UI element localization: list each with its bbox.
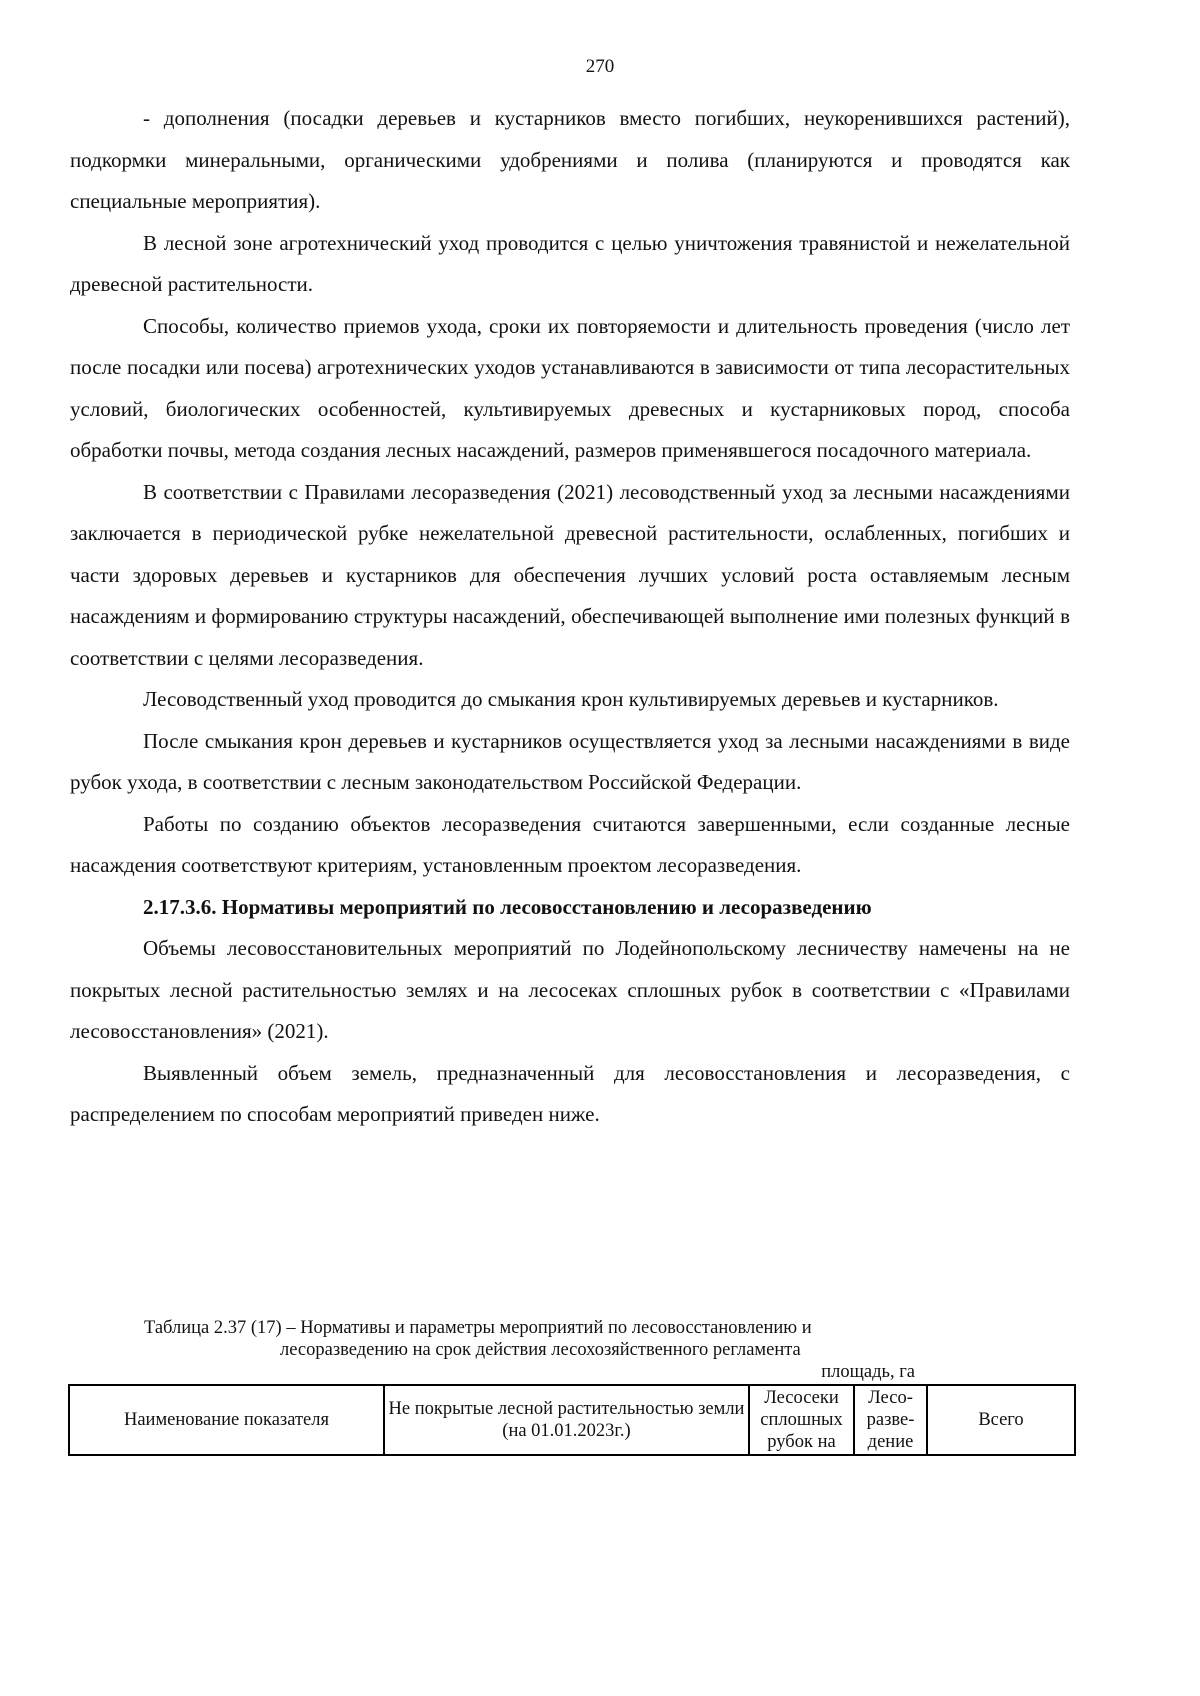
table-header-cell: Лесо-разве-дение — [854, 1385, 927, 1455]
table-header-cell: Лесосеки сплошных рубок на — [749, 1385, 854, 1455]
table-header-cell: Всего — [927, 1385, 1075, 1455]
paragraph: Выявленный объем земель, предназначенный для лесовосстановления и лесоразведения, с распределением по способам мероприятий приведен ниже. — [70, 1060, 1070, 1126]
paragraph: В лесной зоне агротехнический уход проводится с целью уничтожения травянистой и нежелательной древесной растительности. — [70, 230, 1070, 296]
norms-table — [68, 1384, 1076, 1456]
paragraph: Работы по созданию объектов лесоразведения считаются завершенными, если созданные лесные насаждения соответствуют критериям, установленным проектом лесоразведения. — [70, 811, 1070, 877]
paragraph: Лесоводственный уход проводится до смыкания крон культивируемых деревьев и кустарников. — [143, 687, 999, 711]
paragraph: В соответствии с Правилами лесоразведения (2021) лесоводственный уход за лесными насаждениями заключается в периодической рубке нежелательной древесной растительности, ослабленных, погибших и части здоровых деревьев и кустарников для обеспечения лучших условий роста оставляемым лесным насаждениям и формированию структуры насаждений, обеспечивающей выполнение ими полезных функций в соответствии с целями лесоразведения. — [70, 479, 1070, 670]
table-header-cell: Не покрытые лесной растительностью земли (на 01.01.2023г.) — [384, 1385, 749, 1455]
table-unit: площадь, га — [821, 1362, 915, 1382]
table-caption — [70, 1317, 1070, 1383]
paragraph: После смыкания крон деревьев и кустарников осуществляется уход за лесными насаждениями в виде рубок ухода, в соответствии с лесным законодательством Российской Федерации. — [70, 728, 1070, 794]
section-heading: 2.17.3.6. Нормативы мероприятий по лесовосстановлению и лесоразведению — [143, 894, 872, 919]
table-header-cell: Наименование показателя — [69, 1385, 384, 1455]
page-number: 270 — [585, 56, 615, 77]
paragraph: - дополнения (посадки деревьев и кустарников вместо погибших, неукоренившихся растений), подкормки минеральными, органическими удобрениями и полива (планируются и проводятся как специальные мероприятия). — [70, 106, 1070, 213]
paragraph: Объемы лесовосстановительных мероприятий по Лодейнопольскому лесничеству намечены на не покрытых лесной растительностью землях и на лесосеках сплошных рубок в соответствии с «Правилами лесовосстановления» (2021). — [70, 936, 1070, 1043]
table-caption-line: лесоразведению на срок действия лесохозяйственного регламента — [280, 1340, 801, 1360]
body-text — [70, 98, 1070, 1136]
table-header-row — [69, 1385, 1075, 1455]
paragraph: Способы, количество приемов ухода, сроки их повторяемости и длительность проведения (число лет после посадки или посева) агротехнических уходов устанавливаются в зависимости от типа лесорастительных условий, биологических особенностей, культивируемых древесных и кустарниковых пород, способа обработки почвы, метода создания лесных насаждений, размеров применявшегося посадочного материала. — [70, 313, 1070, 462]
table-caption-line: Таблица 2.37 (17) – Нормативы и параметры мероприятий по лесовосстановлению и — [144, 1318, 812, 1338]
